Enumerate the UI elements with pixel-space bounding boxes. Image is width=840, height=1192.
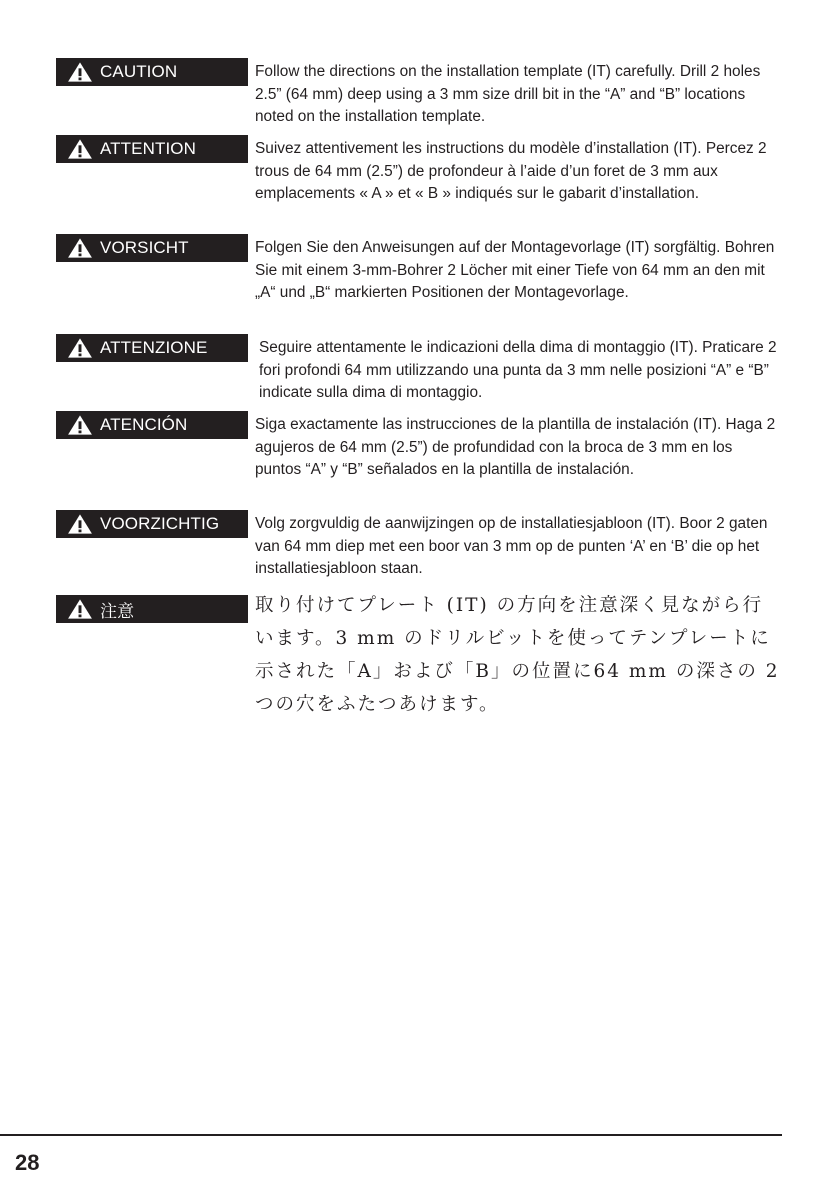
warning-label-text: ATTENZIONE (100, 338, 208, 357)
warning-text: Seguire attentamente le indicazioni della dima di montaggio (IT). Praticare 2 fori profondi 64 mm utilizzando una punta da 3 mm nelle posizioni “A” e “B” indicate sulla dima di montaggio. (259, 339, 777, 401)
warning-label-badge (56, 58, 248, 86)
footer-rule (0, 1134, 782, 1136)
warning-triangle-icon (66, 513, 94, 535)
warning-triangle-icon (66, 237, 94, 259)
warning-text: 取り付けてプレート (IT) の方向を注意深く見ながら行います。3 mm のドリルビットを使ってテンプレートに示された「A」および「B」の位置に64 mm の深さの 2 つの穴をふたつあけます。 (255, 595, 780, 715)
warning-label-badge (56, 510, 248, 538)
warning-triangle-icon (66, 598, 94, 620)
warning-label-text: ATTENTION (100, 139, 196, 158)
warning-triangle-icon (66, 414, 94, 436)
warning-label-badge (56, 411, 248, 439)
warning-label-text: VOORZICHTIG (100, 514, 220, 533)
warning-label-badge (56, 595, 248, 623)
page-number: 28 (15, 1150, 40, 1175)
warning-label-text: VORSICHT (100, 238, 189, 257)
warning-triangle-icon (66, 337, 94, 359)
warning-text: Suivez attentivement les instructions du modèle d’installation (IT). Percez 2 trous de 64 mm (2.5”) de profondeur à l’aide d’un foret de 3 mm aux emplacements « A » et « B » indiqués sur le gabarit d’installation. (255, 140, 767, 202)
warning-label-badge (56, 234, 248, 262)
warning-triangle-icon (66, 61, 94, 83)
warning-text: Siga exactamente las instrucciones de la plantilla de instalación (IT). Haga 2 agujeros de 64 mm (2.5”) de profundidad con la broca de 3 mm en los puntos “A” y “B” señalados en la plantilla de instalación. (255, 416, 776, 478)
warning-triangle-icon (66, 138, 94, 160)
warning-label-text: CAUTION (100, 62, 178, 81)
warning-text: Folgen Sie den Anweisungen auf der Montagevorlage (IT) sorgfältig. Bohren Sie mit einem 3-mm-Bohrer 2 Löcher mit einer Tiefe von 64 mm an den mit „A“ und „B“ markierten Positionen der Montagevorlage. (255, 239, 775, 301)
warning-text: Follow the directions on the installation template (IT) carefully. Drill 2 holes 2.5” (64 mm) deep using a 3 mm size drill bit in the “A” and “B” locations noted on the installation template. (255, 63, 761, 125)
warning-label-badge (56, 135, 248, 163)
warning-label-text: ATENCIÓN (100, 415, 188, 434)
warning-label-text: 注意 (100, 601, 135, 621)
warning-label-badge (56, 334, 248, 362)
warning-text: Volg zorgvuldig de aanwijzingen op de installatiesjabloon (IT). Boor 2 gaten van 64 mm diep met een boor van 3 mm op de punten ‘A’ en ‘B’ die op het installatiesjabloon staan. (255, 515, 768, 577)
